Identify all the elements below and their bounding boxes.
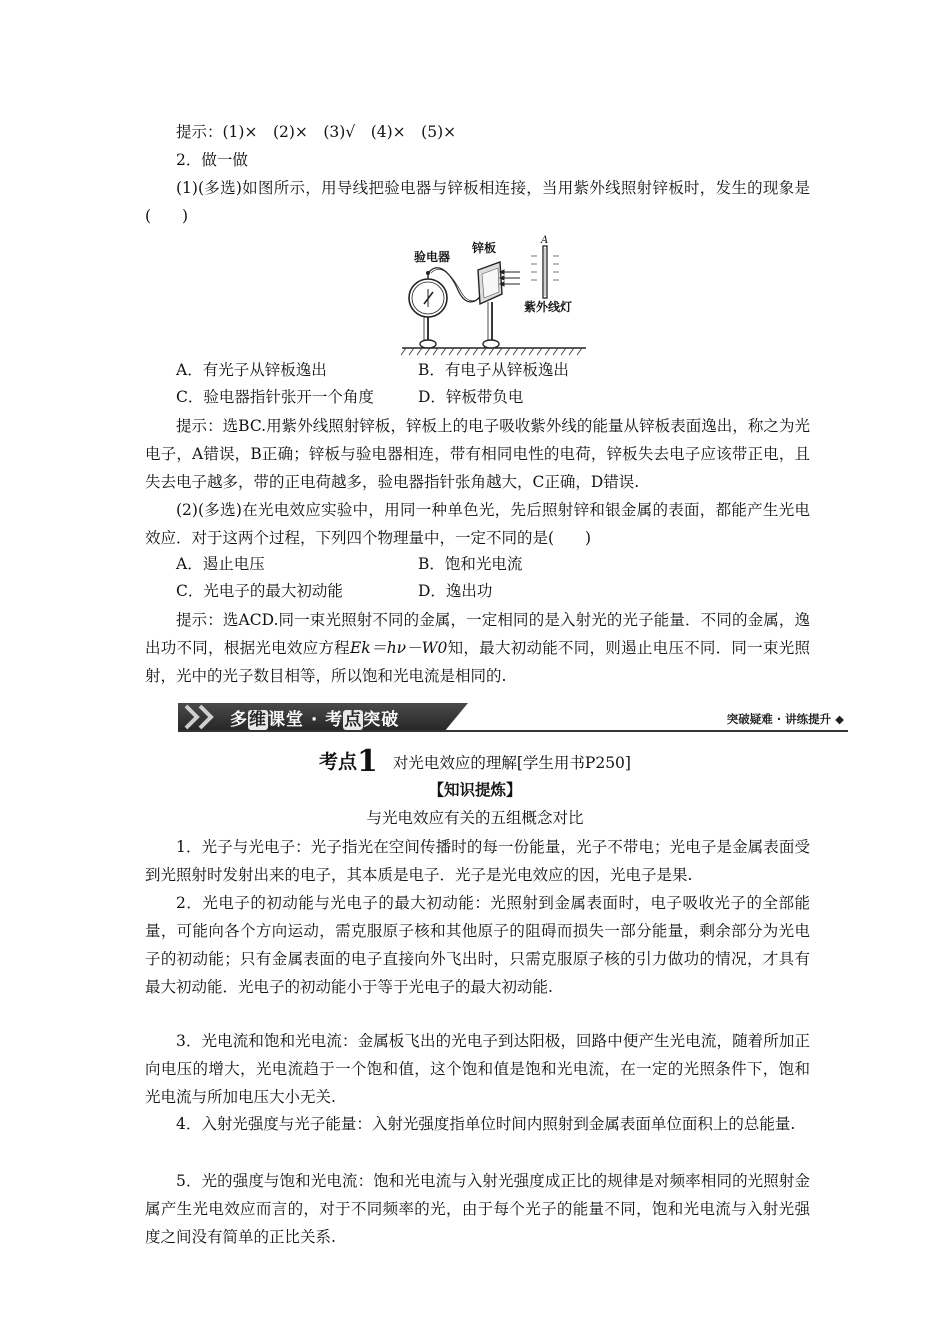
- banner-title-highlight: 维: [249, 710, 267, 730]
- banner-title: [230, 705, 399, 730]
- q2-hint-after: 知，最大初动能不同，则遏止电压不同．同一束光照射，光中的光子数目相等，所以饱和光电流是相同的.: [145, 639, 810, 685]
- knowledge-label: 【知识提炼】: [428, 780, 522, 799]
- banner-subtitle: [727, 711, 844, 727]
- banner-title-part: 突破: [363, 710, 400, 730]
- q2-option-a: A．遏止电压: [176, 555, 265, 573]
- banner-title-highlight: 点: [344, 710, 363, 730]
- banner-underline: [178, 730, 848, 732]
- q1-option-d: D．锌板带负电: [418, 388, 524, 406]
- chevron-right-icon: [178, 703, 226, 731]
- banner-title-part: 课堂 · 考: [268, 710, 344, 730]
- q1-option-c: C．验电器指针张开一个角度: [176, 388, 374, 406]
- kaodian-title: 对光电效应的理解[学生用书P250]: [392, 754, 631, 772]
- q2-option-c: C．光电子的最大初动能: [176, 582, 343, 600]
- q1-option-a: A．有光子从锌板逸出: [176, 361, 327, 379]
- question-2-stem: (2)(多选)在光电效应实验中，用同一种单色光，先后照射锌和银金属的表面，都能产生光电效应．对于这两个过程，下列四个物理量中，一定不同的是( ): [145, 501, 810, 547]
- electroscope-icon: [409, 271, 447, 348]
- uv-lamp-icon: [531, 246, 559, 298]
- question-2-hint: [145, 606, 810, 690]
- zinc-plate-label: 锌板: [472, 241, 497, 255]
- banner-subtitle-text: 突破疑难 · 讲练提升: [726, 712, 832, 726]
- kaodian-heading: [0, 744, 950, 779]
- q2-option-b: B．饱和光电流: [418, 555, 523, 573]
- banner-title-part: 多: [230, 710, 248, 730]
- uv-lamp-label: 紫外线灯: [524, 300, 573, 314]
- question-1-hint: 提示：选BC.用紫外线照射锌板，锌板上的电子吸收紫外线的能量从锌板表面逸出，称之为光电子，A错误，B正确；锌板与验电器相连，带有相同电性的电荷，锌板失去电子应该带正电，且失去电子越多，带的正电荷越多，验电器指针张角越大，C正确，D错误.: [145, 417, 810, 491]
- q2-option-d: D．逸出功: [418, 582, 493, 600]
- point-1: 1．光子与光电子：光子指光在空间传播时的每一份能量，光子不带电；光电子是金属表面受到光照射时发射出来的电子，其本质是电子．光子是光电效应的因，光电子是果.: [145, 838, 810, 884]
- point-3: 3．光电流和饱和光电流：金属板飞出的光电子到达阳极，回路中便产生光电流，随着所加正向电压的增大，光电流趋于一个饱和值，这个饱和值是饱和光电流，在一定的光照条件下，饱和光电流与所加电压大小无关.: [145, 1032, 810, 1106]
- q2-hint-before: 提示：选ACD.同一束光照射不同的金属，一定相同的是入射光的光子能量．不同的金属，逸出功不同，根据光电效应方程: [145, 611, 810, 657]
- zinc-plate-icon: [478, 262, 520, 348]
- electroscope-label: 验电器: [414, 250, 451, 264]
- question-2-options: [176, 551, 660, 605]
- experiment-figure: [400, 232, 590, 357]
- photoelectric-equation: Ek＝hν－W0: [349, 639, 448, 657]
- q1-option-b: B．有电子从锌板逸出: [418, 361, 569, 379]
- question-1-options: [176, 357, 660, 411]
- kaodian-label: 考点: [319, 751, 358, 773]
- section-banner: [178, 703, 848, 733]
- kaodian-number: 1: [357, 744, 378, 779]
- section-title-zuoyizuo: 2．做一做: [176, 151, 248, 169]
- lamp-letter-label: A: [541, 235, 549, 246]
- diamond-icon: ◆: [835, 712, 844, 726]
- point-4: 4．入射光强度与光子能量：入射光强度指单位时间内照射到金属表面单位面积上的总能量.: [176, 1115, 796, 1133]
- point-2: 2．光电子的初动能与光电子的最大初动能：光照射到金属表面时，电子吸收光子的全部能量，可能向各个方向运动，需克服原子核和其他原子的阻碍而损失一部分能量，剩余部分为光电子的初动能；只有金属表面的电子直接向外飞出时，只需克服原子核的引力做功的情况，才具有最大初动能．光电子的初动能小于等于光电子的最大初动能.: [145, 894, 810, 996]
- question-1-stem: (1)(多选)如图所示，用导线把验电器与锌板相连接，当用紫外线照射锌板时，发生的现象是( ): [145, 179, 810, 225]
- point-5: 5．光的强度与饱和光电流：饱和光电流与入射光强度成正比的规律是对频率相同的光照射金属产生光电效应而言的，对于不同频率的光，由于每个光子的能量不同，饱和光电流与入射光强度之间没有简单的正比关系.: [145, 1172, 810, 1246]
- hint-answers: 提示：(1)× (2)× (3)√ (4)× (5)×: [176, 123, 457, 141]
- section-subtitle: 与光电效应有关的五组概念对比: [366, 809, 584, 827]
